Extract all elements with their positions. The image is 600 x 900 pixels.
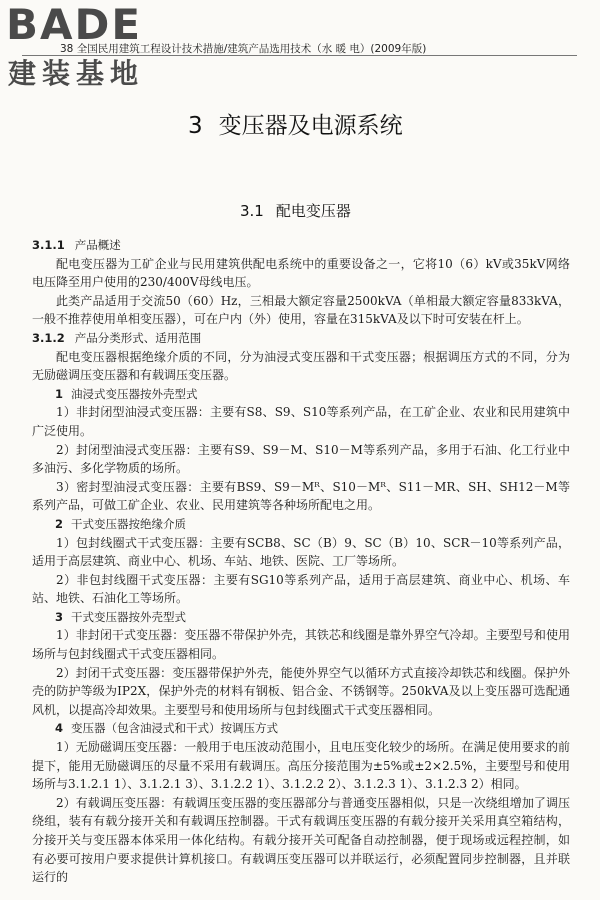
header-divider	[22, 55, 577, 56]
clause-number: 1	[55, 386, 64, 401]
paragraph: 2）封闭干式变压器：变压器带保护外壳，能使外界空气以循环方式直接冷却铁芯和线圈。保护外壳的防护等级为IP2X，保护外壳的材料有钢板、铝合金、不锈钢等。250kVA及以上变压器可选配通风机，以提高冷却效果。主要型号和使用场所与包封线圈式干式变压器相同。	[32, 665, 570, 717]
clause-number: 3	[55, 609, 64, 624]
clause-title: 变压器（包含油浸式和干式）按调压方式	[71, 721, 279, 736]
logo-subtitle: 建装基地	[8, 57, 145, 90]
clause-number: 4	[55, 721, 64, 736]
paragraph: 1）无励磁调压变压器：一般用于电压波动范围小，且电压变化较少的场所。在满足使用要求的前提下，能用无励磁调压的尽量不采用有载调压。高压分接范围为±5%或±2×2.5%，主要型号和使用场所与3.1.2.1 1）、3.1.2.1 3）、3.1.2.2 1）、3.1.2.2 2）、3.1.2.3 1）、3.1.2.3 2）相同。	[32, 740, 570, 792]
paragraph: 2）非包封线圈干式变压器：主要有SG10等系列产品，适用于高层建筑、商业中心、机场、车站、地铁、石油化工等场所。	[32, 572, 570, 606]
clause-title: 产品概述	[74, 238, 121, 252]
chapter-title	[188, 107, 403, 140]
logo-wordmark: BADE	[6, 0, 143, 49]
paragraph: 配电变压器根据绝缘介质的不同，分为油浸式变压器和干式变压器；根据调压方式的不同，分为无励磁调压变压器和有载调压变压器。	[32, 349, 570, 383]
clause-title: 干式变压器按绝缘介质	[71, 516, 187, 531]
clause-title: 干式变压器按外壳型式	[71, 609, 187, 624]
clause-number: 2	[55, 516, 64, 531]
paragraph: 1）非封闭型油浸式变压器：主要有S8、S9、S10等系列产品，在工矿企业、农业和民用建筑中广泛使用。	[32, 405, 570, 438]
clause-heading	[32, 329, 570, 348]
paragraph: 此类产品适用于交流50（60）Hz，三相最大额定容量2500kVA（单相最大额定容量833kVA，一般不推荐使用单相变压器），可在户内（外）使用，容量在315kVA及以下时可安装在杆上。	[32, 293, 570, 327]
clause-number: 3.1.1	[32, 238, 65, 252]
running-header: 38 全国民用建筑工程设计技术措施/建筑产品选用技术（水 暖 电）(2009年版)	[60, 43, 427, 55]
subclause-heading	[32, 515, 570, 534]
section-title-text: 配电变压器	[275, 202, 351, 220]
paragraph: 2）有载调压变压器：有载调压变压器的变压器部分与普通变压器相似，只是一次绕组增加了调压绕组，装有有载分接开关和有载调压控制器。干式有载调压变压器的有载分接开关采用真空箱结构，分接开关与变压器本体采用一体化结构。有载分接开关可配备自动控制器，便于现场或远程控制，如有必要可按用户要求提供计算机接口。有载调压变压器可以并联运行，必须配置同步控制器，且并联运行的	[32, 795, 570, 885]
section-number: 3.1	[240, 202, 264, 220]
subclause-heading	[32, 385, 570, 404]
chapter-title-text: 变压器及电源系统	[218, 113, 403, 139]
paragraph: 1）包封线圈式干式变压器：主要有SCB8、SC（B）9、SC（B）10、SCR－10等系列产品，适用于高层建筑、商业中心、机场、车站、地铁、医院、工厂等场所。	[32, 535, 570, 569]
subclause-heading	[32, 719, 570, 738]
paragraph: 1）非封闭干式变压器：变压器不带保护外壳，其铁芯和线圈是靠外界空气冷却。主要型号和使用场所与包封线圈式干式变压器相同。	[32, 628, 570, 662]
paragraph: 配电变压器为工矿企业与民用建筑供配电系统中的重要设备之一，它将10（6）kV或35kV网络电压降至用户使用的230/400V母线电压。	[32, 256, 570, 290]
clause-title: 油浸式变压器按外壳型式	[71, 386, 198, 401]
body-text	[32, 236, 570, 887]
clause-heading	[32, 236, 570, 255]
subclause-heading	[32, 608, 570, 627]
clause-number: 3.1.2	[32, 330, 65, 345]
paragraph: 2）封闭型油浸式变压器：主要有S9、S9－M、S10－M等系列产品，多用于石油、化工行业中多油污、多化学物质的场所。	[32, 442, 570, 476]
chapter-number: 3	[188, 113, 203, 139]
clause-title: 产品分类形式、适用范围	[74, 330, 202, 345]
section-title	[240, 200, 351, 221]
paragraph: 3）密封型油浸式变压器：主要有BS9、S9－Mᴿ、S10－Mᴿ、S11－MR、SH、SH12－M等系列产品，可做工矿企业、农业、民用建筑等各种场所配电之用。	[32, 479, 570, 513]
